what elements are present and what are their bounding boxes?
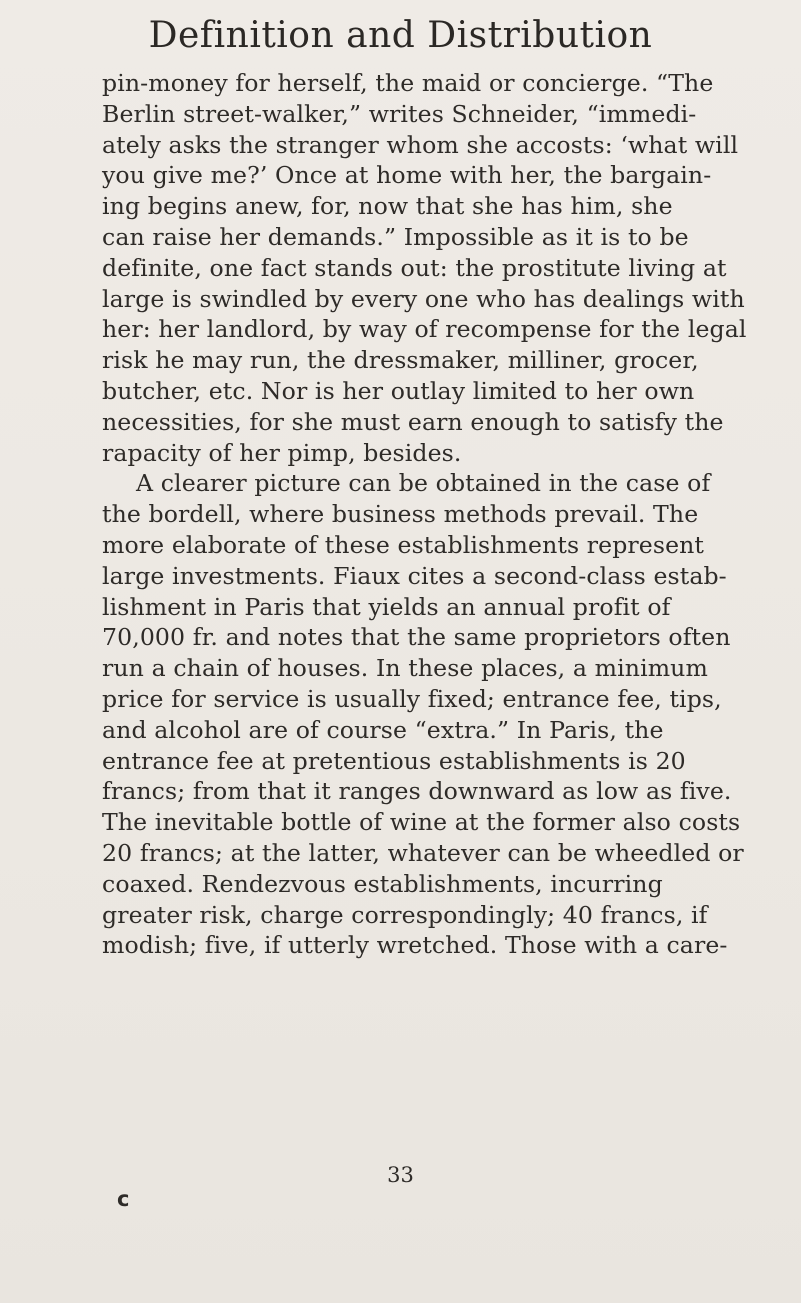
text-line: her: her landlord, by way of recompense for the legal	[102, 315, 747, 344]
text-line: definite, one fact stands out: the prostitute living at	[102, 253, 727, 282]
paragraph-end-line: rapacity of her pimp, besides.	[102, 438, 462, 467]
running-head: Definition and Distribution	[148, 15, 653, 56]
text-line: coaxed. Rendezvous establishments, incurring	[102, 869, 663, 898]
page-number: 33	[387, 1163, 414, 1187]
text-line: lishment in Paris that yields an annual profit of	[102, 592, 671, 621]
text-line: Berlin street-walker,” writes Schneider, “immedi-	[102, 99, 697, 128]
text-line: large is swindled by every one who has dealings with	[102, 284, 745, 313]
text-line: 70,000 fr. and notes that the same proprietors often	[102, 623, 731, 652]
text-line: you give me?’ Once at home with her, the bargain-	[102, 161, 712, 190]
paragraph-start-line: A clearer picture can be obtained in the case of	[136, 469, 711, 498]
text-line: pin-money for herself, the maid or concierge. “The	[102, 69, 714, 97]
text-line: entrance fee at pretentious establishments is 20	[102, 746, 686, 775]
text-line: francs; from that it ranges downward as low as five.	[102, 777, 732, 806]
text-line: butcher, etc. Nor is her outlay limited to her own	[102, 376, 695, 405]
text-line: can raise her demands.” Impossible as it is to be	[102, 222, 689, 251]
text-line: more elaborate of these establishments represent	[102, 530, 705, 559]
text-line: risk he may run, the dressmaker, milliner, grocer,	[102, 346, 699, 375]
text-line: ing begins anew, for, now that she has him, she	[102, 192, 673, 221]
text-line: necessities, for she must earn enough to satisfy the	[102, 407, 724, 436]
signature-mark: c	[117, 1187, 130, 1211]
text-line: large investments. Fiaux cites a second-class estab-	[102, 561, 727, 590]
text-line: and alcohol are of course “extra.” In Paris, the	[102, 715, 664, 744]
text-line: run a chain of houses. In these places, a minimum	[102, 654, 708, 683]
text-line: modish; five, if utterly wretched. Those with a care-	[102, 931, 728, 960]
text-line: the bordell, where business methods prevail. The	[102, 500, 699, 529]
text-line: The inevitable bottle of wine at the former also costs	[102, 808, 741, 837]
body-text	[102, 68, 747, 961]
text-line: price for service is usually fixed; entrance fee, tips,	[102, 684, 722, 713]
text-line: greater risk, charge correspondingly; 40 francs, if	[102, 900, 708, 929]
text-line: ately asks the stranger whom she accosts: ‘what will	[102, 130, 739, 159]
text-line: 20 francs; at the latter, whatever can be wheedled or	[102, 838, 744, 867]
